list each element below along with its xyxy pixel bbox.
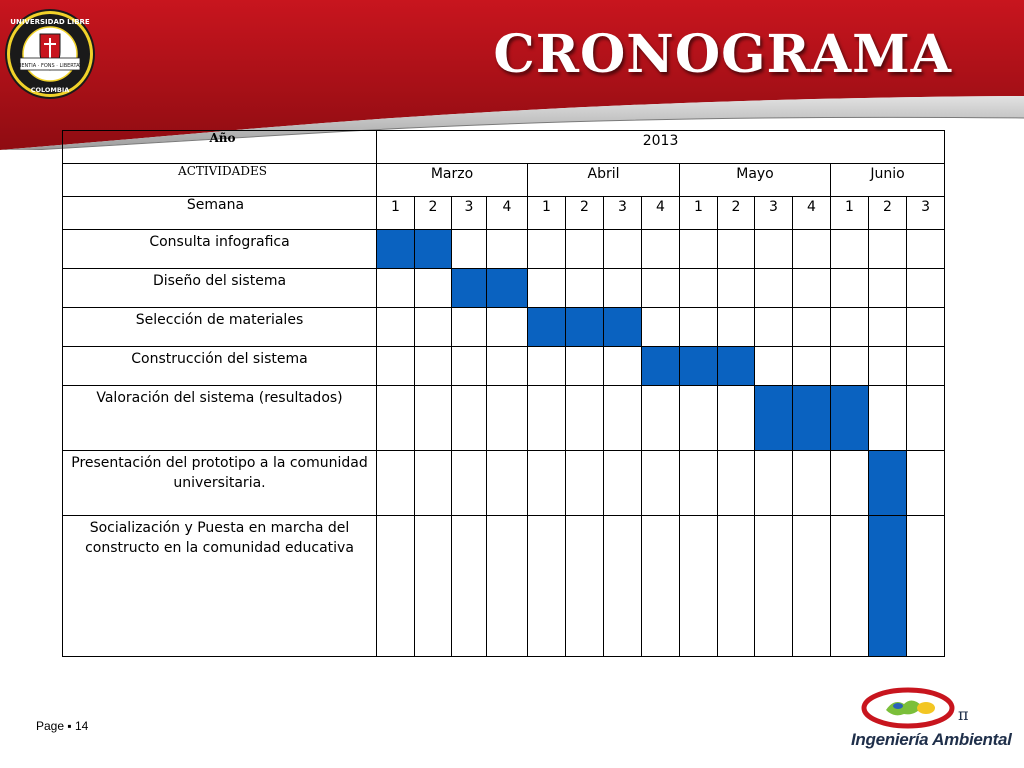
schedule-table <box>62 130 945 657</box>
schedule-empty-cell <box>869 269 907 308</box>
schedule-empty-cell <box>415 451 452 516</box>
week-number: 1 <box>680 197 718 230</box>
week-number: 4 <box>793 197 831 230</box>
month-header: Abril <box>528 164 680 197</box>
schedule-empty-cell <box>566 269 604 308</box>
week-number: 2 <box>869 197 907 230</box>
schedule-bar-cell <box>642 347 680 386</box>
schedule-empty-cell <box>566 230 604 269</box>
schedule-empty-cell <box>755 230 793 269</box>
schedule-bar-cell <box>755 386 793 451</box>
activity-name: Diseño del sistema <box>63 269 377 308</box>
schedule-empty-cell <box>377 516 415 657</box>
schedule-empty-cell <box>680 230 718 269</box>
schedule-empty-cell <box>642 269 680 308</box>
schedule-empty-cell <box>869 308 907 347</box>
week-number: 1 <box>831 197 869 230</box>
svg-text:UNIVERSIDAD LIBRE: UNIVERSIDAD LIBRE <box>10 18 90 26</box>
schedule-empty-cell <box>907 386 945 451</box>
schedule-bar-cell <box>377 230 415 269</box>
activity-row <box>63 516 945 657</box>
schedule-empty-cell <box>566 386 604 451</box>
program-logo-text: Ingeniería Ambiental <box>851 730 1012 749</box>
schedule-empty-cell <box>452 451 487 516</box>
schedule-empty-cell <box>907 230 945 269</box>
schedule-empty-cell <box>604 347 642 386</box>
schedule-empty-cell <box>415 516 452 657</box>
schedule-bar-cell <box>831 386 869 451</box>
schedule-empty-cell <box>528 451 566 516</box>
schedule-empty-cell <box>415 308 452 347</box>
schedule-empty-cell <box>869 386 907 451</box>
schedule-empty-cell <box>831 230 869 269</box>
schedule-empty-cell <box>680 451 718 516</box>
pi-symbol-icon: π <box>958 705 969 724</box>
page-label-text: Page <box>36 719 65 733</box>
week-number: 3 <box>907 197 945 230</box>
schedule-empty-cell <box>528 269 566 308</box>
schedule-empty-cell <box>452 386 487 451</box>
schedule-empty-cell <box>415 347 452 386</box>
schedule-empty-cell <box>566 451 604 516</box>
schedule-empty-cell <box>604 230 642 269</box>
schedule-empty-cell <box>642 451 680 516</box>
svg-text:SCIENTIA · FONS · LIBERTATIS: SCIENTIA · FONS · LIBERTATIS <box>13 63 87 69</box>
schedule-empty-cell <box>452 308 487 347</box>
schedule-bar-cell <box>566 308 604 347</box>
schedule-empty-cell <box>831 308 869 347</box>
schedule-empty-cell <box>755 516 793 657</box>
schedule-empty-cell <box>718 386 755 451</box>
schedule-empty-cell <box>604 386 642 451</box>
schedule-empty-cell <box>487 451 528 516</box>
schedule-empty-cell <box>718 269 755 308</box>
activities-label: ACTIVIDADES <box>63 164 377 197</box>
schedule-empty-cell <box>907 269 945 308</box>
schedule-empty-cell <box>487 230 528 269</box>
schedule-empty-cell <box>718 516 755 657</box>
page-number: 14 <box>74 719 89 733</box>
schedule-empty-cell <box>869 230 907 269</box>
schedule-bar-cell <box>528 308 566 347</box>
schedule-empty-cell <box>755 451 793 516</box>
week-number: 1 <box>528 197 566 230</box>
schedule-empty-cell <box>718 230 755 269</box>
schedule-empty-cell <box>793 308 831 347</box>
week-number: 3 <box>604 197 642 230</box>
schedule-bar-cell <box>793 386 831 451</box>
activity-row <box>63 386 945 451</box>
activity-name: Valoración del sistema (resultados) <box>63 386 377 451</box>
week-number: 2 <box>718 197 755 230</box>
schedule-empty-cell <box>528 230 566 269</box>
schedule-empty-cell <box>718 451 755 516</box>
schedule-empty-cell <box>377 308 415 347</box>
activity-row <box>63 230 945 269</box>
week-label: Semana <box>63 197 377 230</box>
activity-row <box>63 451 945 516</box>
schedule-empty-cell <box>452 516 487 657</box>
schedule-empty-cell <box>642 308 680 347</box>
schedule-empty-cell <box>377 269 415 308</box>
schedule-empty-cell <box>452 230 487 269</box>
week-number: 2 <box>566 197 604 230</box>
schedule-empty-cell <box>487 308 528 347</box>
schedule-empty-cell <box>793 230 831 269</box>
activity-name: Socialización y Puesta en marcha del constructo en la comunidad educativa <box>63 516 377 657</box>
schedule-empty-cell <box>487 386 528 451</box>
schedule-empty-cell <box>907 516 945 657</box>
month-header: Junio <box>831 164 945 197</box>
week-number: 3 <box>452 197 487 230</box>
activity-name: Presentación del prototipo a la comunidad universitaria. <box>63 451 377 516</box>
schedule-bar-cell <box>604 308 642 347</box>
year-value: 2013 <box>377 131 945 164</box>
week-number: 3 <box>755 197 793 230</box>
schedule-empty-cell <box>680 308 718 347</box>
activity-name: Selección de materiales <box>63 308 377 347</box>
schedule-empty-cell <box>452 347 487 386</box>
schedule-empty-cell <box>377 347 415 386</box>
schedule-empty-cell <box>528 516 566 657</box>
schedule-empty-cell <box>604 269 642 308</box>
schedule-empty-cell <box>831 451 869 516</box>
schedule-empty-cell <box>831 269 869 308</box>
activity-name: Construcción del sistema <box>63 347 377 386</box>
schedule-empty-cell <box>377 386 415 451</box>
year-label: Año <box>63 131 377 164</box>
schedule-empty-cell <box>642 230 680 269</box>
university-seal-logo <box>4 8 96 100</box>
schedule-bar-cell <box>415 230 452 269</box>
schedule-empty-cell <box>831 516 869 657</box>
activity-row <box>63 347 945 386</box>
week-number: 1 <box>377 197 415 230</box>
schedule-empty-cell <box>642 386 680 451</box>
activity-row <box>63 308 945 347</box>
schedule-empty-cell <box>566 347 604 386</box>
schedule-empty-cell <box>793 451 831 516</box>
schedule-empty-cell <box>680 269 718 308</box>
schedule-empty-cell <box>528 347 566 386</box>
activity-row <box>63 269 945 308</box>
schedule-bar-cell <box>869 516 907 657</box>
schedule-empty-cell <box>566 516 604 657</box>
page-indicator: Page ▪ 14 <box>36 719 89 733</box>
schedule-empty-cell <box>869 347 907 386</box>
week-number: 4 <box>642 197 680 230</box>
schedule-empty-cell <box>604 516 642 657</box>
schedule-empty-cell <box>755 347 793 386</box>
schedule-bar-cell <box>718 347 755 386</box>
schedule-empty-cell <box>755 269 793 308</box>
schedule-empty-cell <box>755 308 793 347</box>
schedule-empty-cell <box>528 386 566 451</box>
schedule-bar-cell <box>869 451 907 516</box>
month-header: Mayo <box>680 164 831 197</box>
schedule-empty-cell <box>680 516 718 657</box>
schedule-empty-cell <box>487 347 528 386</box>
schedule-empty-cell <box>831 347 869 386</box>
schedule-empty-cell <box>415 386 452 451</box>
schedule-bar-cell <box>452 269 487 308</box>
schedule-bar-cell <box>487 269 528 308</box>
schedule-empty-cell <box>907 308 945 347</box>
schedule-empty-cell <box>377 451 415 516</box>
schedule-empty-cell <box>907 347 945 386</box>
activity-name: Consulta infografica <box>63 230 377 269</box>
schedule-empty-cell <box>680 386 718 451</box>
schedule-empty-cell <box>793 269 831 308</box>
schedule-empty-cell <box>718 308 755 347</box>
week-number: 2 <box>415 197 452 230</box>
schedule-empty-cell <box>604 451 642 516</box>
schedule-empty-cell <box>415 269 452 308</box>
slide-title: CRONOGRAMA <box>493 24 952 85</box>
svg-text:COLOMBIA: COLOMBIA <box>30 86 70 94</box>
schedule-empty-cell <box>793 516 831 657</box>
week-number: 4 <box>487 197 528 230</box>
schedule-empty-cell <box>907 451 945 516</box>
schedule-empty-cell <box>487 516 528 657</box>
schedule-empty-cell <box>642 516 680 657</box>
month-header: Marzo <box>377 164 528 197</box>
schedule-bar-cell <box>680 347 718 386</box>
schedule-empty-cell <box>793 347 831 386</box>
